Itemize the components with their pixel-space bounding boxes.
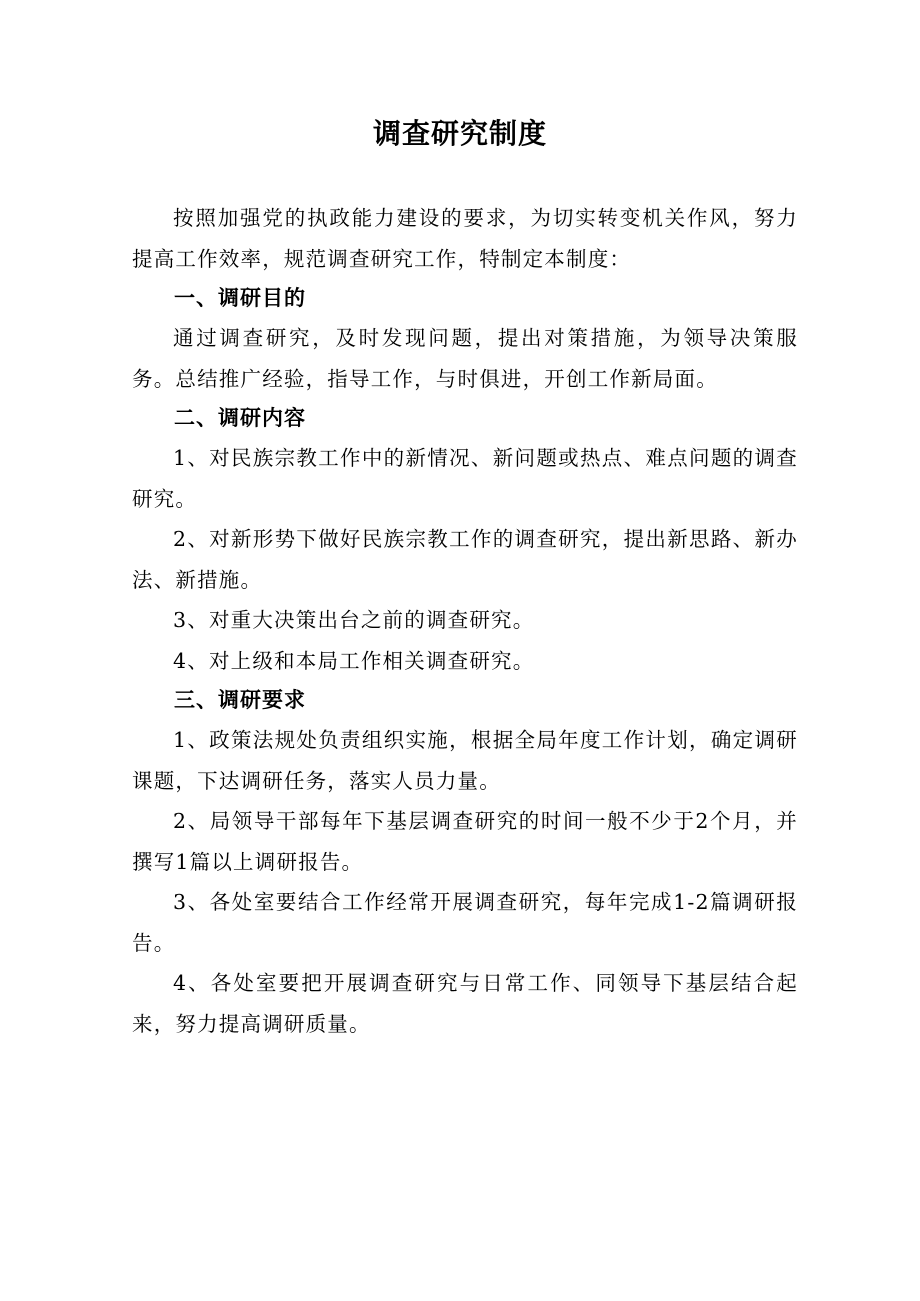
section-paragraph: 3、各处室要结合工作经常开展调查研究，每年完成1-2篇调研报告。 xyxy=(132,890,798,955)
section-heading-purpose: 一、调研目的 xyxy=(174,286,306,310)
section-paragraph: 2、局领导干部每年下基层调查研究的时间一般不少于2个月，并撰写1篇以上调研报告。 xyxy=(132,809,798,874)
intro-paragraph: 按照加强党的执政能力建设的要求，为切实转变机关作风，努力提高工作效率，规范调查研究工作，特制定本制度： xyxy=(132,206,798,271)
section-heading-requirements: 三、调研要求 xyxy=(174,688,306,712)
section-paragraph: 通过调查研究，及时发现问题，提出对策措施，为领导决策服务。总结推广经验，指导工作，与时俱进，开创工作新局面。 xyxy=(132,326,798,391)
section-paragraph: 4、对上级和本局工作相关调查研究。 xyxy=(173,648,535,673)
document-title: 调查研究制度 xyxy=(372,117,547,150)
section-paragraph: 1、政策法规处负责组织实施，根据全局年度工作计划，确定调研课题，下达调研任务，落实人员力量。 xyxy=(132,728,798,793)
section-paragraph: 2、对新形势下做好民族宗教工作的调查研究，提出新思路、新办法、新措施。 xyxy=(132,527,798,592)
section-heading-content: 二、调研内容 xyxy=(174,406,306,430)
section-paragraph: 1、对民族宗教工作中的新情况、新问题或热点、难点问题的调查研究。 xyxy=(132,446,798,511)
section-paragraph: 4、各处室要把开展调查研究与日常工作、同领导下基层结合起来，努力提高调研质量。 xyxy=(132,971,798,1036)
document-body xyxy=(132,198,798,1044)
section-paragraph: 3、对重大决策出台之前的调查研究。 xyxy=(173,608,535,632)
